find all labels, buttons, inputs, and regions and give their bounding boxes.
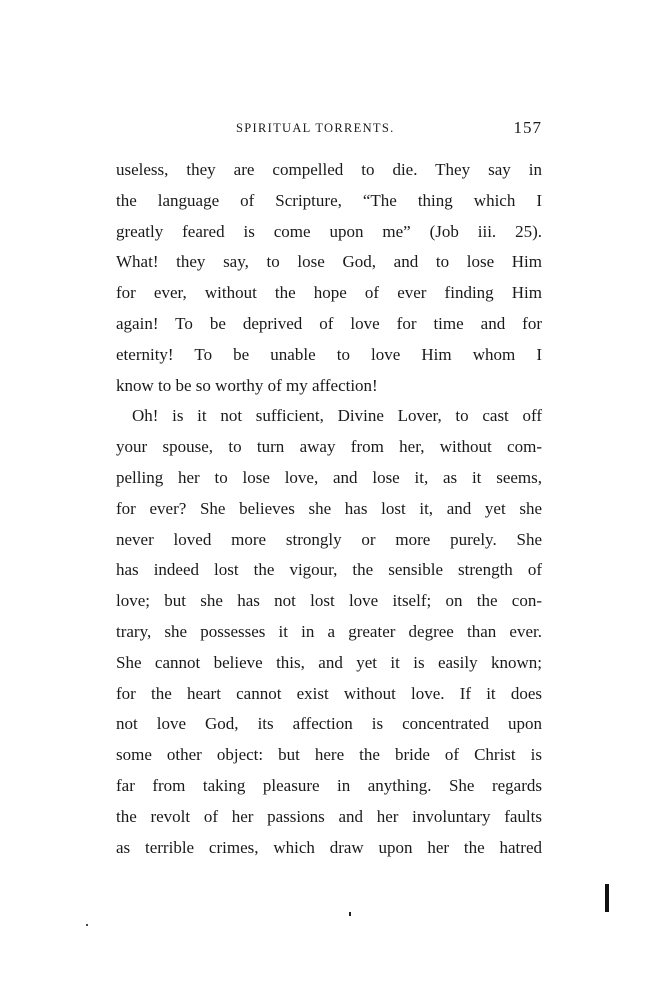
scan-speck bbox=[349, 912, 351, 916]
text-line: greatly feared is come upon me” (Job iii. 25). bbox=[116, 221, 542, 241]
body-text bbox=[116, 155, 542, 863]
text-line: trary, she possesses it in a greater degree than ever. bbox=[116, 621, 542, 641]
text-line: not love God, its affection is concentrated upon bbox=[116, 714, 542, 734]
text-line: love; but she has not lost love itself; on the con- bbox=[116, 591, 542, 611]
text-line: has indeed lost the vigour, the sensible strength of bbox=[116, 560, 542, 580]
text-line: again! To be deprived of love for time and for bbox=[116, 313, 542, 333]
text-line: useless, they are compelled to die. They say in bbox=[116, 160, 542, 179]
text-line: for ever, without the hope of ever finding Him bbox=[116, 283, 542, 303]
running-head: SPIRITUAL TORRENTS. bbox=[236, 121, 395, 135]
text-line: never loved more strongly or more purely. She bbox=[116, 529, 542, 549]
scan-speck bbox=[605, 884, 609, 912]
text-line: What! they say, to lose God, and to lose Him bbox=[116, 252, 542, 272]
text-line: eternity! To be unable to love Him whom I bbox=[116, 344, 542, 364]
page-number: 157 bbox=[513, 118, 542, 137]
text-line: as terrible crimes, which draw upon her the hatred bbox=[116, 837, 542, 857]
text-line: She cannot believe this, and yet it is easily known; bbox=[116, 652, 542, 672]
text-line: the revolt of her passions and her involuntary faults bbox=[116, 806, 542, 826]
text-line: the language of Scripture, “The thing which I bbox=[116, 190, 542, 210]
text-line: for ever? She believes she has lost it, and yet she bbox=[116, 498, 542, 518]
scan-speck bbox=[86, 924, 88, 926]
text-line: some other object: but here the bride of Christ is bbox=[116, 745, 542, 765]
text-line: your spouse, to turn away from her, without com- bbox=[116, 437, 542, 457]
text-line: pelling her to lose love, and lose it, as it seems, bbox=[116, 467, 542, 487]
text-line: far from taking pleasure in anything. She regards bbox=[116, 775, 542, 795]
paragraph-start-line: Oh! is it not sufficient, Divine Lover, to cast off bbox=[132, 406, 542, 426]
page-header bbox=[116, 118, 542, 140]
text-line: for the heart cannot exist without love. If it does bbox=[116, 683, 542, 703]
paragraph-end-line: know to be so worthy of my affection! bbox=[116, 375, 378, 395]
